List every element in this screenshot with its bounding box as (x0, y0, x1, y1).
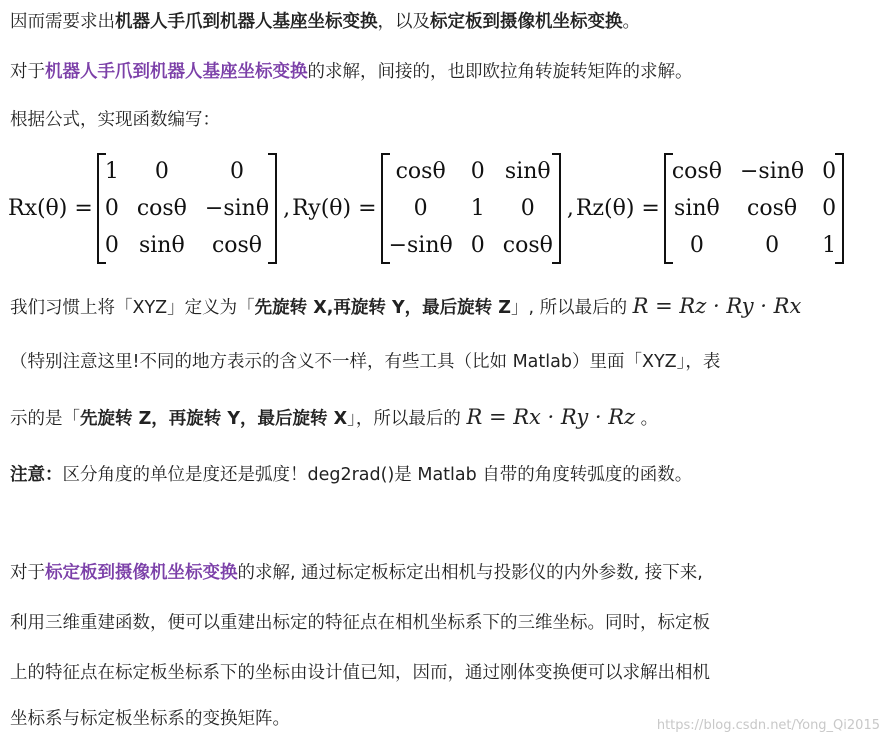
ry-matrix (381, 153, 561, 264)
line-1 (10, 10, 882, 34)
matrix-cell: cosθ (211, 232, 263, 258)
text: （特别注意这里!不同的地方表示的含义不一样，有些工具（比如 Matlab）里面「XYZ」，表 (10, 352, 721, 372)
matrix-cell: 0 (230, 158, 245, 184)
matrix-cell: cosθ (502, 232, 553, 258)
bold-text: 注意： (10, 465, 63, 485)
text: 。 (635, 409, 659, 429)
bold-text: 先旋转 X,再旋转 Y，最后旋转 Z (254, 298, 511, 318)
matrix-cell: 0 (154, 158, 169, 184)
highlight-text: 标定板到摄像机坐标变换 (45, 563, 238, 583)
line-10 (10, 661, 882, 685)
text: 对于 (10, 563, 45, 583)
ry-label: Ry(θ) = (292, 195, 377, 221)
math-expression: R = Rx · Ry · Rz (466, 405, 636, 429)
rx-label: Rx(θ) = (8, 195, 93, 221)
comma: , (283, 195, 291, 221)
rotation-matrices-formula (8, 150, 880, 266)
matrix-cell: 0 (765, 232, 780, 258)
rz-label: Rz(θ) = (575, 195, 660, 221)
text: 利用三维重建函数，便可以重建出标定的特征点在相机坐标系下的三维坐标。同时，标定板 (10, 613, 710, 633)
matrix-cell: 0 (470, 232, 485, 258)
text: 区分角度的单位是度还是弧度！deg2rad()是 Matlab 自带的角度转弧度的函数。 (62, 465, 693, 485)
matrix-cell: 1 (822, 232, 837, 258)
matrix-cell: 0 (104, 195, 119, 221)
line-6 (10, 405, 882, 431)
matrix-cell: 0 (104, 232, 119, 258)
text: 上的特征点在标定板坐标系下的坐标由设计值已知，因而，通过刚体变换便可以求解出相机 (10, 663, 710, 683)
bold-text: 标定板到摄像机坐标变换 (430, 12, 623, 32)
text: 根据公式，实现函数编写： (10, 110, 220, 130)
text: 因而需要求出 (10, 12, 115, 32)
matrix-cell: 1 (470, 195, 485, 221)
line-8 (10, 561, 882, 585)
rz-matrix (664, 153, 844, 264)
rx-matrix (97, 153, 277, 264)
matrix-cell: −sinθ (739, 158, 805, 184)
matrix-cell: sinθ (138, 232, 185, 258)
line-9 (10, 611, 882, 635)
matrix-cell: cosθ (395, 158, 446, 184)
text: 示的是「 (10, 409, 80, 429)
matrix-cell: −sinθ (388, 232, 453, 258)
bold-text: 机器人手爪到机器人基座坐标变换 (115, 12, 378, 32)
text: 。 (622, 12, 640, 32)
matrix-cell: 0 (413, 195, 428, 221)
matrix-cell: cosθ (747, 195, 798, 221)
matrix-cell: 0 (689, 232, 704, 258)
text: 坐标系与标定板坐标系的变换矩阵。 (10, 709, 290, 729)
matrix-cell: sinθ (504, 158, 551, 184)
highlight-text: 机器人手爪到机器人基座坐标变换 (45, 62, 308, 82)
bold-text: 先旋转 Z，再旋转 Y，最后旋转 X (80, 409, 348, 429)
line-4 (10, 294, 882, 320)
matrix-cell: 0 (520, 195, 535, 221)
matrix-cell: 0 (822, 158, 837, 184)
matrix-cell: 0 (822, 195, 837, 221)
matrix-cell: −sinθ (204, 195, 270, 221)
matrix-cell: cosθ (136, 195, 187, 221)
watermark: https://blog.csdn.net/Yong_Qi2015 (656, 718, 880, 733)
comma: , (566, 195, 574, 221)
line-5 (10, 350, 882, 374)
text: 我们习惯上将「XYZ」定义为「 (10, 298, 255, 318)
text: 的求解, 通过标定板标定出相机与投影仪的内外参数, 接下来, (237, 563, 703, 583)
matrix-cell: cosθ (671, 158, 722, 184)
text: 」, 所以最后的 (510, 298, 633, 318)
matrix-cell: sinθ (674, 195, 720, 221)
math-expression: R = Rz · Ry · Rx (632, 294, 802, 318)
text: 」，所以最后的 (347, 409, 467, 429)
text: 对于 (10, 62, 45, 82)
line-2 (10, 60, 882, 84)
line-7 (10, 463, 882, 487)
text: 的求解，间接的，也即欧拉角转旋转矩阵的求解。 (307, 62, 693, 82)
matrix-cell: 1 (104, 158, 119, 184)
line-3 (10, 108, 882, 132)
matrix-cell: 0 (470, 158, 485, 184)
text: ，以及 (377, 12, 430, 32)
